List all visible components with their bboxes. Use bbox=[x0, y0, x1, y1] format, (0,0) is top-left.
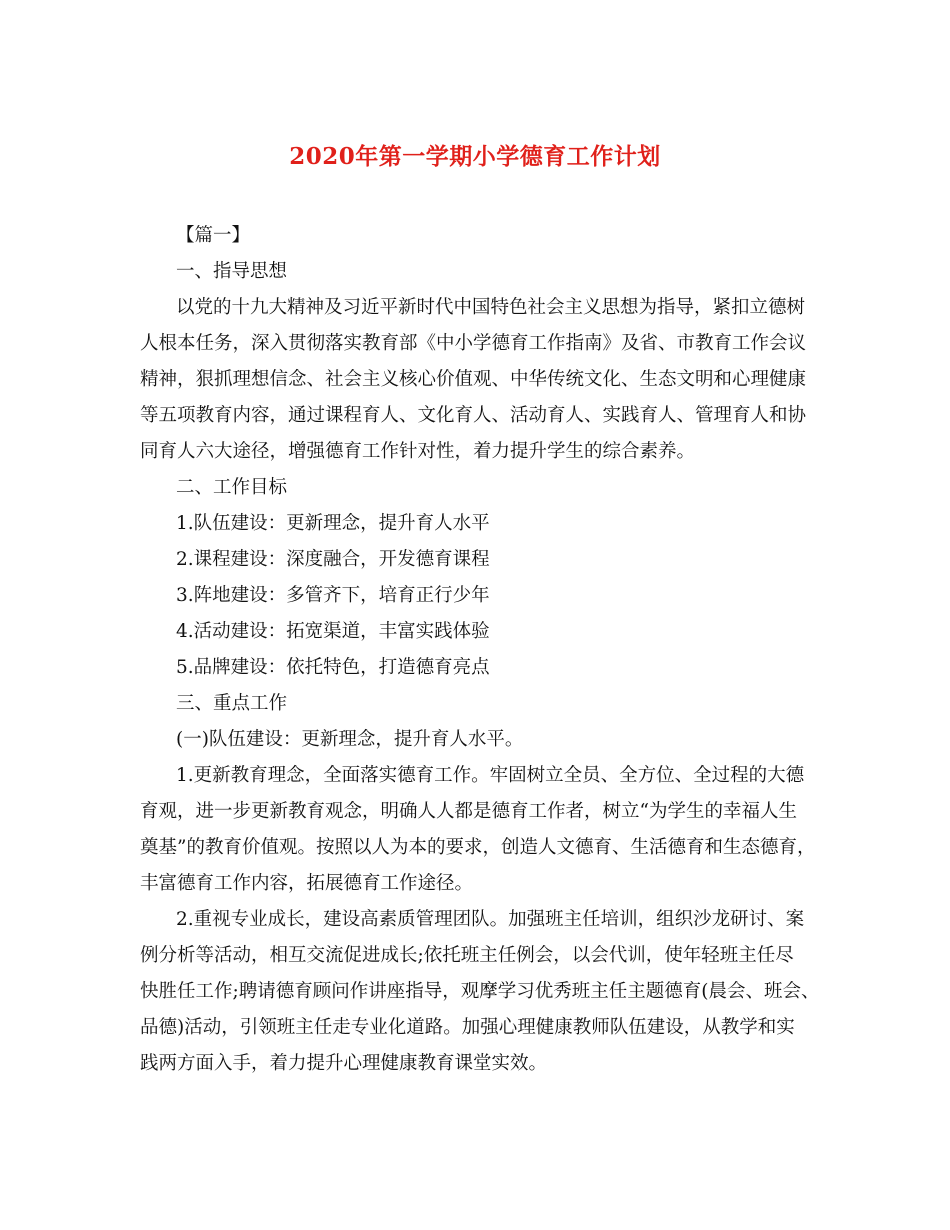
paragraph-line: 例分析等活动，相互交流促进成长;依托班主任例会，以会代训，使年轻班主任尽 bbox=[140, 945, 794, 966]
paragraph-line: 同育人六大途径，增强德育工作针对性，着力提升学生的综合素养。 bbox=[140, 441, 696, 462]
paragraph-line: 育观，进一步更新教育观念，明确人人都是德育工作者，树立“为学生的幸福人生 bbox=[140, 801, 797, 822]
section-marker: 【篇一】 bbox=[176, 225, 251, 246]
goal-item: 2.课程建设：深度融合，开发德育课程 bbox=[176, 549, 490, 570]
heading-guiding-ideology: 一、指导思想 bbox=[176, 261, 288, 282]
paragraph-line: 品德)活动，引领班主任走专业化道路。加强心理健康教师队伍建设，从教学和实 bbox=[140, 1017, 795, 1038]
heading-work-goals: 二、工作目标 bbox=[176, 477, 288, 498]
paragraph-line: 以党的十九大精神及习近平新时代中国特色社会主义思想为指导，紧扣立德树 bbox=[176, 297, 806, 318]
goal-item: 4.活动建设：拓宽渠道，丰富实践体验 bbox=[176, 621, 490, 642]
subheading-team-building: (一)队伍建设：更新理念，提升育人水平。 bbox=[176, 729, 524, 750]
document-title: 2020年第一学期小学德育工作计划 bbox=[289, 143, 661, 170]
goal-item: 5.品牌建设：依托特色，打造德育亮点 bbox=[176, 657, 490, 678]
goal-item: 1.队伍建设：更新理念，提升育人水平 bbox=[176, 513, 490, 534]
paragraph-line: 人根本任务，深入贯彻落实教育部《中小学德育工作指南》及省、市教育工作会议 bbox=[140, 333, 807, 354]
paragraph-line: 精神，狠抓理想信念、社会主义核心价值观、中华传统文化、生态文明和心理健康 bbox=[140, 369, 807, 390]
paragraph-line: 2.重视专业成长，建设高素质管理团队。加强班主任培训，组织沙龙研讨、案 bbox=[176, 909, 805, 930]
document-body bbox=[140, 218, 830, 1082]
heading-key-work: 三、重点工作 bbox=[176, 693, 288, 714]
paragraph-line: 践两方面入手，着力提升心理健康教育课堂实效。 bbox=[140, 1053, 548, 1074]
paragraph-line: 奠基”的教育价值观。按照以人为本的要求，创造人文德育、生活德育和生态德育， bbox=[140, 837, 816, 858]
paragraph-line: 丰富德育工作内容，拓展德育工作途径。 bbox=[140, 873, 474, 894]
goal-item: 3.阵地建设：多管齐下，培育正行少年 bbox=[176, 585, 490, 606]
paragraph-line: 等五项教育内容，通过课程育人、文化育人、活动育人、实践育人、管理育人和协 bbox=[140, 405, 807, 426]
paragraph-line: 1.更新教育理念，全面落实德育工作。牢固树立全员、全方位、全过程的大德 bbox=[176, 765, 805, 786]
paragraph-line: 快胜任工作;聘请德育顾问作讲座指导，观摩学习优秀班主任主题德育(晨会、班会、 bbox=[140, 981, 820, 1002]
